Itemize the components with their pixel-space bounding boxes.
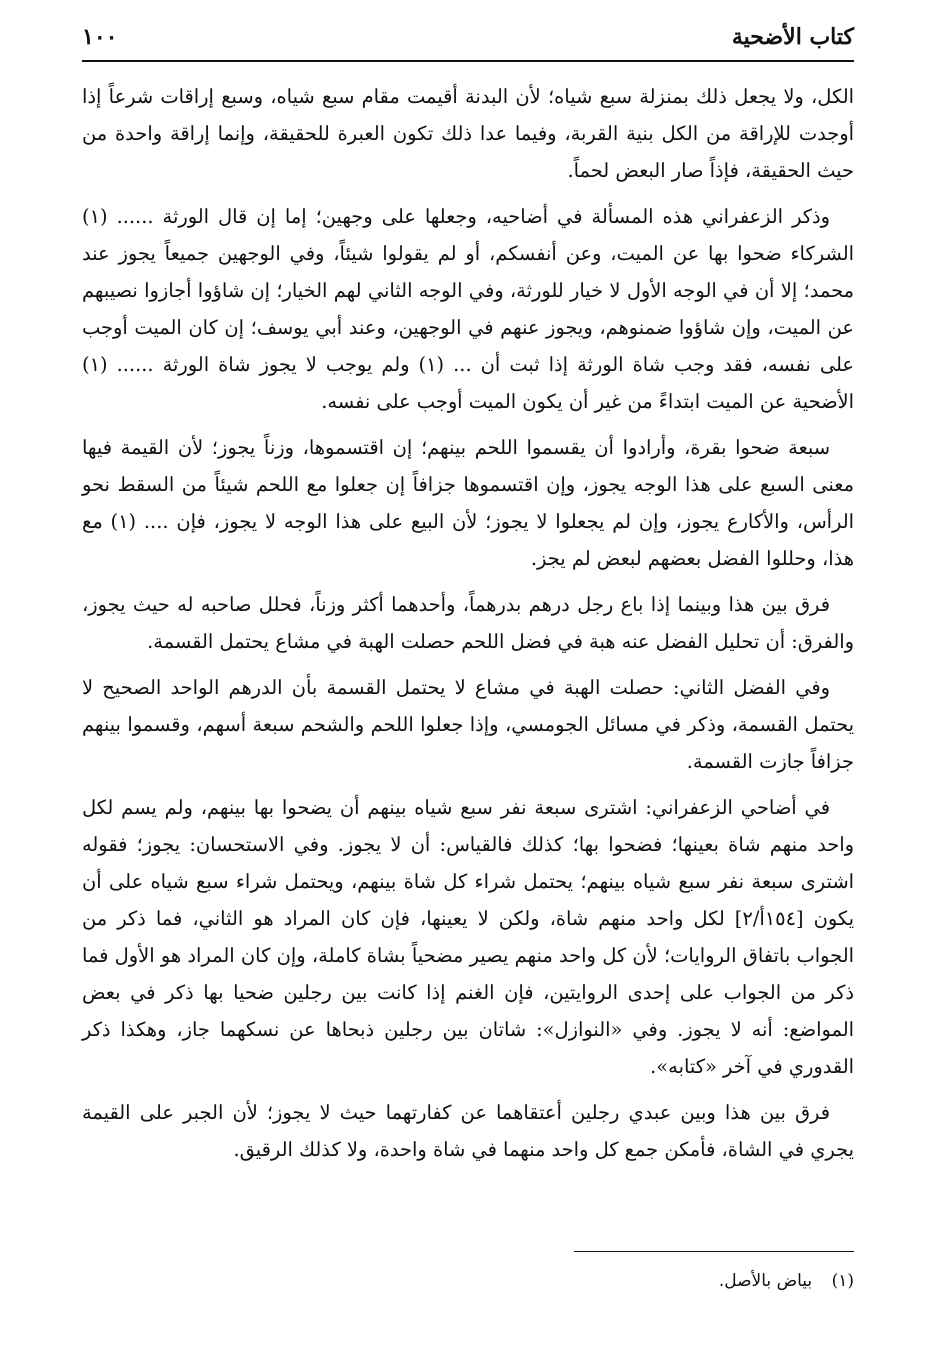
paragraph: الكل، ولا يجعل ذلك بمنزلة سبع شياه؛ لأن البدنة أقيمت مقام سبع شياه، وسبع إراقات شرعاً إذا أوجدت للإراقة من الكل بنية القربة، وفيما عدا ذلك تكون العبرة للحقيقة، وإنما إراقة واحدة من حيث الحقيقة، فإذاً صار البعض لحماً. xyxy=(82,85,854,182)
running-header xyxy=(82,18,854,62)
footnote-text: بياض بالأصل. xyxy=(718,1271,813,1291)
footnote-separator xyxy=(574,1251,854,1252)
paragraph: وذكر الزعفراني هذه المسألة في أضاحيه، وجعلها على وجهين؛ إما إن قال الورثة ...... (١) الشركاء ضحوا بها عن الميت، وعن أنفسكم، أو لم يقولوا شيئاً، وفي الوجهين جميعاً يجوز عند محمد؛ إلا أن في الوجه الأول لا خيار للورثة، وفي الوجه الثاني لهم الخيار؛ إن شاؤوا أجازوا نصيبهم عن الميت، وإن شاؤوا ضمنوهم، ويجوز عنهم في الوجهين، وعند أبي يوسف؛ إن كان الميت أوجب على نفسه، فقد وجب شاة الورثة إذا ثبت أن ... (١) ولم يوجب لا يجوز شاة الورثة ...... (١) الأضحية عن الميت ابتداءً من غير أن يكون الميت أوجب على نفسه. xyxy=(82,205,854,413)
paragraph: فرق بين هذا وبينما إذا باع رجل درهم بدرهماً، وأحدهما أكثر وزناً، فحلل صاحبه له حيث يجوز، والفرق: أن تحليل الفضل عنه هبة في فضل اللحم حصلت الهبة في مشاع يحتمل القسمة. xyxy=(82,593,854,653)
body-text xyxy=(82,78,854,1168)
book-page xyxy=(82,18,854,1348)
footnote-marker: (١) xyxy=(831,1271,854,1291)
paragraph: في أضاحي الزعفراني: اشترى سبعة نفر سبع شياه بينهم أن يضحوا بها بينهم، ولم يسم لكل واحد منهم شاة بعينها؛ فضحوا بها؛ كذلك فالقياس: أن لا يجوز. وفي الاستحسان: يجوز؛ فقوله اشترى سبعة نفر سبع شياه بينهم؛ يحتمل شراء كل شاة بينهم، ويحتمل شراء سبع شياه على أن يكون [١٥٤أ/٢] لكل واحد منهم شاة، ولكن لا يعينها، فإن كان المراد هو الثاني، فما ذكر من الجواب باتفاق الروايات؛ لأن كل واحد منهم يصير مضحياً بشاة كاملة، وإن كان المراد هو الأول فما ذكر من الجواب على إحدى الروايتين، فإن الغنم إذا كانت بين رجلين ضحيا بها ذكر في بعض المواضع: أنه لا يجوز. وفي «النوازل»: شاتان بين رجلين ذبحاها عن نسكهما جاز، وهكذا ذكر القدوري في آخر «كتابه». xyxy=(82,796,855,1078)
footnote xyxy=(719,1266,854,1296)
page-number: ١٠٠ xyxy=(82,24,118,50)
paragraph: سبعة ضحوا بقرة، وأرادوا أن يقسموا اللحم بينهم؛ إن اقتسموها، وزناً يجوز؛ لأن القيمة فيها معنى السبع على هذا الوجه يجوز، وإن اقتسموها جزافاً إن جعلوا مع اللحم شيئاً من السقط نحو الرأس، والأكارع يجوز، وإن لم يجعلوا لا يجوز؛ لأن البيع على هذا الوجه لا يجوز، فإن .... (١) مع هذا، وحللوا الفضل بعضهم لبعض لم يجز. xyxy=(82,436,855,570)
paragraph: وفي الفضل الثاني: حصلت الهبة في مشاع لا يحتمل القسمة بأن الدرهم الواحد الصحيح لا يحتمل القسمة، وذكر في مسائل الجومسي، وإذا جعلوا اللحم والشحم سبعة أسهم، وقسموا بينهم جزافاً جازت القسمة. xyxy=(82,676,854,773)
running-title: كتاب الأضحية xyxy=(731,24,854,50)
paragraph: فرق بين هذا وبين عبدي رجلين أعتقاهما عن كفارتهما حيث لا يجوز؛ لأن الجبر على القيمة يجري في الشاة، فأمكن جمع كل واحد منهما في شاة واحدة، ولا كذلك الرقيق. xyxy=(82,1101,854,1161)
